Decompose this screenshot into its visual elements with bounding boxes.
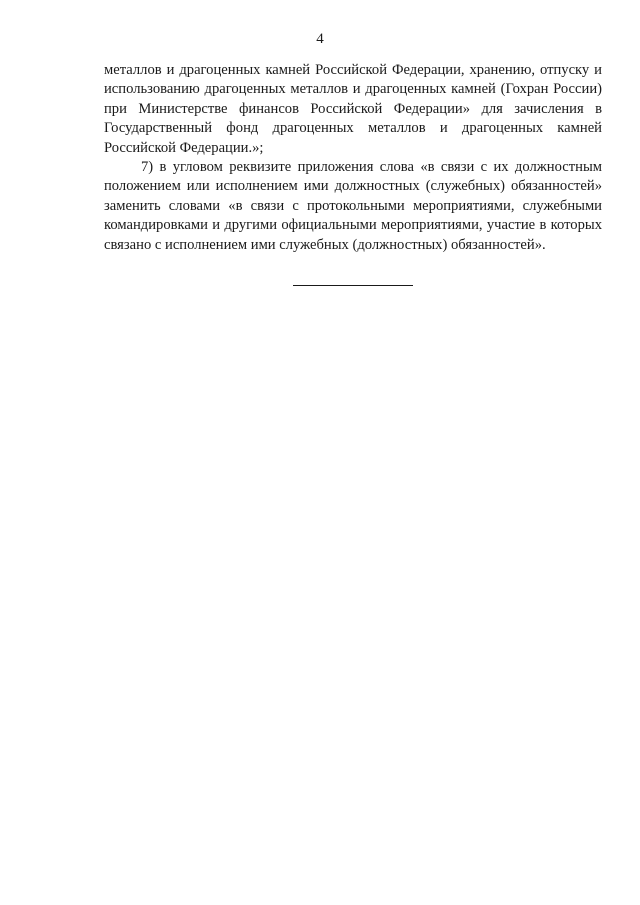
paragraph-item-7: 7) в угловом реквизите приложения слова «в связи с их должностным положением или исполнением ими должностных (служебных) обязанностей» заменить словами «в связи с протокольными мероприятиями, служебными командировками и другими официальными мероприятиями, участие в которых связано с исполнением ими служебных (должностных) обязанностей». [104, 159, 602, 253]
document-body [104, 61, 602, 255]
paragraph-continued: металлов и драгоценных камней Российской Федерации, хранению, отпуску и использованию драгоценных металлов и драгоценных камней (Гохран России) при Министерстве финансов Российской Федерации» для зачисления в Государственный фонд драгоценных металлов и драгоценных камней Российской Федерации.»; [104, 62, 602, 156]
closing-separator-line [293, 285, 413, 286]
page-number: 4 [316, 31, 324, 47]
